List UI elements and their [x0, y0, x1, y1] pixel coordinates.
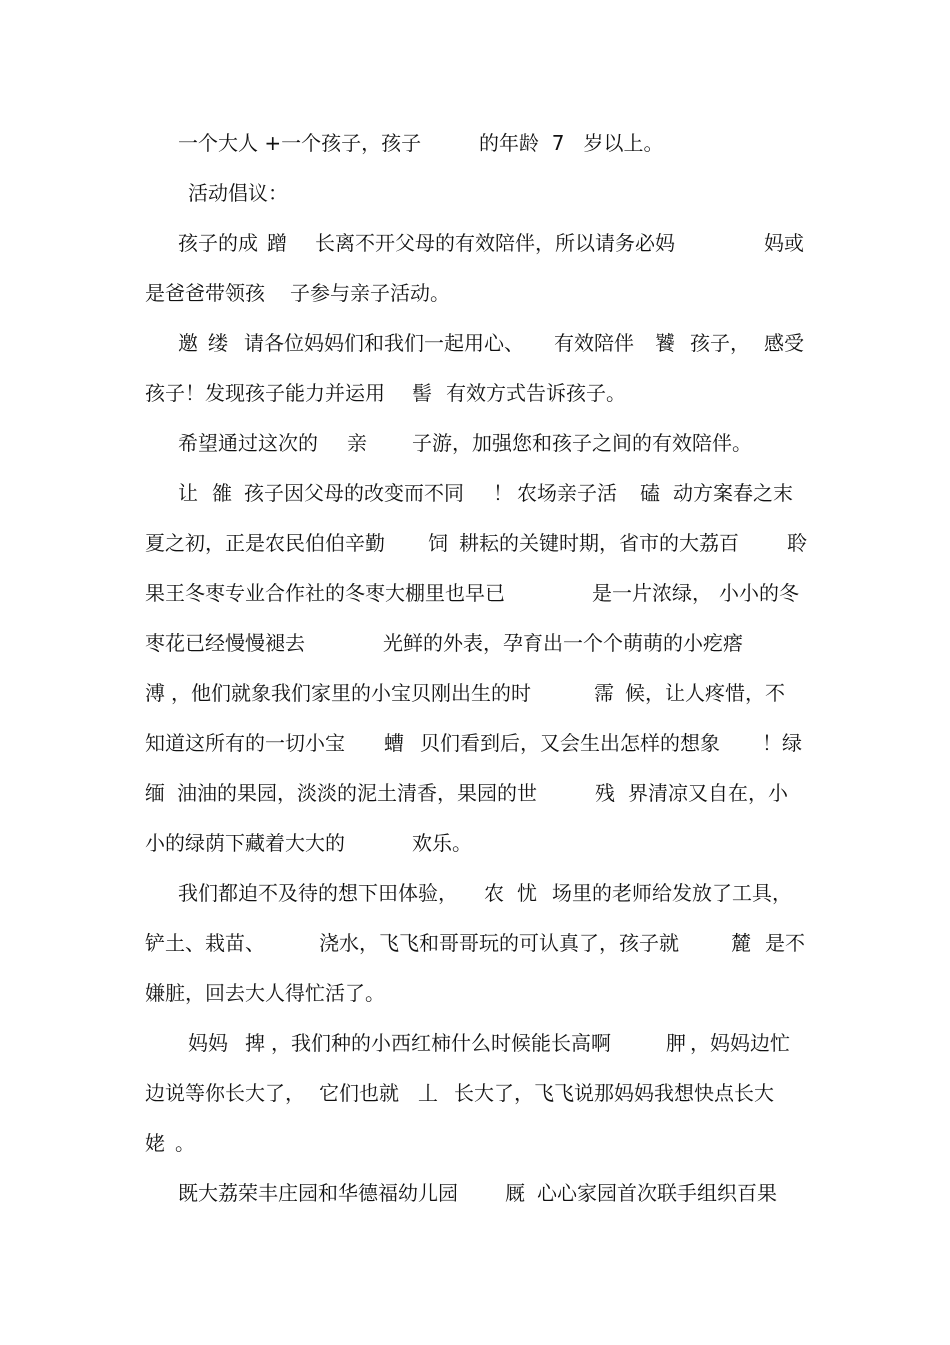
text-segment: 界清凉又自在，小: [628, 781, 788, 805]
text-segment: 磕: [640, 481, 660, 505]
text-segment: 是一片浓绿，: [592, 581, 712, 605]
text-segment: 雒: [212, 481, 232, 505]
text-line: [0, 328, 950, 358]
text-segment: 螬: [384, 731, 404, 755]
text-segment: ，他们就象我们家里的小宝贝刚出生的时: [171, 681, 531, 705]
text-segment: 我们都迫不及待的想下田体验，: [178, 881, 458, 905]
text-segment: 丄: [418, 1081, 438, 1105]
text-segment: 邀: [178, 331, 198, 355]
text-segment: 油油的果园，淡淡的泥土清香，果园的世: [177, 781, 537, 805]
text-segment: 是不: [765, 931, 805, 955]
text-segment: 活动倡议：: [188, 181, 288, 205]
text-segment: 聆: [787, 531, 807, 555]
text-segment: 欢乐。: [412, 831, 472, 855]
text-segment: 浇水，飞飞和哥哥玩的可认真了，孩子就: [319, 931, 679, 955]
text-segment: 饲: [428, 531, 448, 555]
text-segment: 贝们看到后，又会生出怎样的想象: [420, 731, 720, 755]
text-segment: 有效方式告诉孩子。: [446, 381, 626, 405]
text-line: [0, 628, 950, 658]
text-segment: 铲土、栽苗、: [145, 931, 265, 955]
text-segment: 孩子因父母的改变而不同: [244, 481, 464, 505]
text-segment: 蹭: [267, 231, 287, 255]
text-segment: 长离不开父母的有效陪伴，所以请务必妈: [315, 231, 675, 255]
text-segment: 请各位妈妈们和我们一起用心、: [244, 331, 524, 355]
text-segment: 既大荔荣丰庄园和华德福幼儿园: [178, 1181, 458, 1205]
text-segment: 捭: [245, 1031, 265, 1055]
text-segment: 夏之初，正是农民伯伯辛勤: [145, 531, 385, 555]
text-segment: 缅: [145, 781, 165, 805]
text-segment: 希望通过这次的: [178, 431, 318, 455]
text-line: [0, 1128, 950, 1158]
text-segment: 小小的冬: [719, 581, 799, 605]
text-segment: 心心家园首次联手组织百果: [537, 1181, 777, 1205]
text-segment: 亲: [347, 431, 367, 455]
text-segment: 孩子！发现孩子能力并运用: [145, 381, 385, 405]
text-segment: 的年龄 7 岁以上。: [479, 131, 664, 155]
text-segment: 残: [595, 781, 615, 805]
text-segment: 农: [484, 881, 504, 905]
text-segment: 妈或: [764, 231, 804, 255]
text-line: [0, 728, 950, 758]
text-line: [0, 428, 950, 458]
text-segment: 知道这所有的一切小宝: [145, 731, 345, 755]
text-line: [0, 228, 950, 258]
text-line: [0, 678, 950, 708]
text-line: [0, 128, 950, 158]
text-segment: 让: [178, 481, 198, 505]
text-line: [0, 978, 950, 1008]
text-line: [0, 178, 950, 208]
text-segment: ！绿: [762, 731, 802, 755]
text-segment: 动方案春之末: [673, 481, 793, 505]
text-segment: 姥: [145, 1131, 165, 1155]
text-line: [0, 778, 950, 808]
text-segment: 是爸爸带领孩: [145, 281, 265, 305]
text-line: [0, 378, 950, 408]
text-segment: 场里的老师给发放了工具，: [552, 881, 792, 905]
text-segment: 边说等你长大了，: [145, 1081, 305, 1105]
text-segment: 缕: [208, 331, 228, 355]
text-segment: 有效陪伴: [554, 331, 634, 355]
text-segment: 长大了，飞飞说那妈妈我想快点长大: [454, 1081, 774, 1105]
text-line: [0, 1078, 950, 1108]
text-line: [0, 928, 950, 958]
text-segment: 一个大人 +一个孩子，孩子: [178, 131, 422, 155]
text-segment: 子参与亲子活动。: [290, 281, 450, 305]
text-line: [0, 1028, 950, 1058]
text-segment: 妈妈: [188, 1031, 228, 1055]
text-segment: 胛: [666, 1031, 686, 1055]
text-line: [0, 278, 950, 308]
text-segment: 候，让人疼惜，不: [625, 681, 785, 705]
text-line: [0, 528, 950, 558]
text-segment: 小的绿荫下藏着大大的: [145, 831, 345, 855]
text-segment: 枣花已经慢慢褪去: [145, 631, 305, 655]
text-segment: ，妈妈边忙: [690, 1031, 790, 1055]
text-segment: 光鲜的外表，孕育出一个个萌萌的小疙瘩: [383, 631, 743, 655]
text-segment: 孩子，: [690, 331, 750, 355]
text-segment: 感受: [764, 331, 804, 355]
text-segment: ，我们种的小西红柿什么时候能长高啊: [271, 1031, 611, 1055]
text-line: [0, 1178, 950, 1208]
text-line: [0, 478, 950, 508]
text-segment: 髻: [412, 381, 432, 405]
text-line: [0, 828, 950, 858]
text-segment: ！: [493, 481, 513, 505]
text-line: [0, 578, 950, 608]
text-segment: 嫌脏，回去大人得忙活了。: [145, 981, 385, 1005]
text-segment: 孩子的成: [178, 231, 258, 255]
text-segment: 农场亲子活: [517, 481, 617, 505]
text-segment: 麓: [731, 931, 751, 955]
text-segment: 果王冬枣专业合作社的冬枣大棚里也早已: [145, 581, 505, 605]
text-segment: 忧: [517, 881, 537, 905]
text-segment: 子游，加强您和孩子之间的有效陪伴。: [412, 431, 752, 455]
text-segment: 霈: [594, 681, 614, 705]
text-segment: 溥: [145, 681, 165, 705]
text-segment: 它们也就: [319, 1081, 399, 1105]
text-segment: 厩: [505, 1181, 525, 1205]
text-line: [0, 878, 950, 908]
text-segment: 。: [175, 1131, 195, 1155]
text-segment: 耕耘的关键时期，省市的大荔百: [459, 531, 739, 555]
text-segment: 饕: [655, 331, 675, 355]
